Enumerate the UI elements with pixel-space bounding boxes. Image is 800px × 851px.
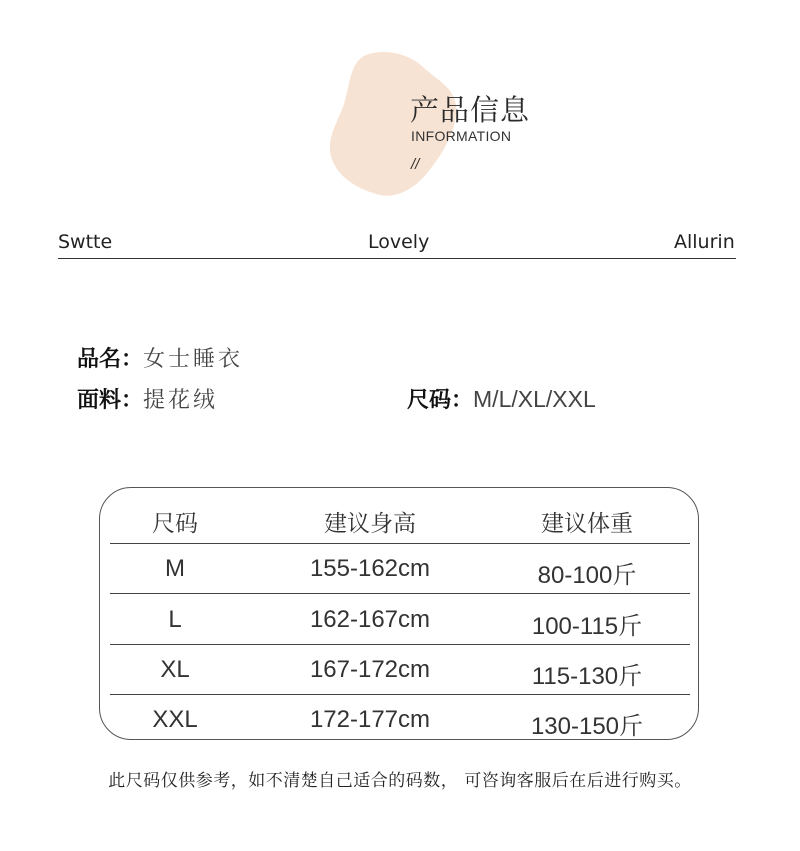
table-divider bbox=[110, 694, 690, 695]
size-note: 此尺码仅供参考，如不清楚自己适合的码数， 可咨询客服后在后进行购买。 bbox=[108, 771, 692, 791]
table-cell: 130-150斤 bbox=[530, 713, 644, 740]
fabric-value: 提花绒 bbox=[143, 388, 219, 413]
brand-right: Allurin bbox=[674, 231, 735, 253]
table-cell: 167-172cm bbox=[309, 656, 431, 683]
table-cell: 80-100斤 bbox=[537, 562, 637, 589]
table-cell: M bbox=[165, 555, 185, 582]
divider-line bbox=[58, 258, 736, 259]
decorative-slashes: // bbox=[411, 156, 420, 173]
size-value: M/L/XL/XXL bbox=[473, 386, 596, 412]
table-divider bbox=[110, 644, 690, 645]
brand-left: Swtte bbox=[58, 231, 113, 253]
section-title: 产品信息 bbox=[410, 93, 531, 127]
size-label: 尺码： bbox=[407, 388, 474, 413]
table-cell: 155-162cm bbox=[309, 555, 431, 582]
fabric-row bbox=[77, 383, 218, 414]
table-cell: XL bbox=[160, 656, 190, 683]
table-divider bbox=[110, 593, 690, 594]
table-cell: 162-167cm bbox=[309, 606, 431, 633]
brand-middle: Lovely bbox=[368, 231, 430, 253]
size-row bbox=[407, 383, 596, 414]
table-divider bbox=[110, 543, 690, 544]
product-name-label: 品名： bbox=[77, 347, 144, 372]
table-cell: L bbox=[168, 606, 182, 633]
table-cell: 100-115斤 bbox=[531, 613, 643, 640]
product-name-value: 女士睡衣 bbox=[143, 347, 244, 372]
table-header-size: 尺码 bbox=[152, 511, 198, 537]
section-subtitle: INFORMATION bbox=[411, 128, 512, 144]
table-cell: 115-130斤 bbox=[531, 663, 643, 690]
product-name-row bbox=[77, 342, 243, 373]
table-header-weight: 建议体重 bbox=[541, 511, 633, 537]
table-cell: 172-177cm bbox=[309, 706, 431, 733]
table-header-height: 建议身高 bbox=[324, 511, 416, 537]
fabric-label: 面料： bbox=[77, 388, 144, 413]
table-cell: XXL bbox=[152, 706, 198, 733]
